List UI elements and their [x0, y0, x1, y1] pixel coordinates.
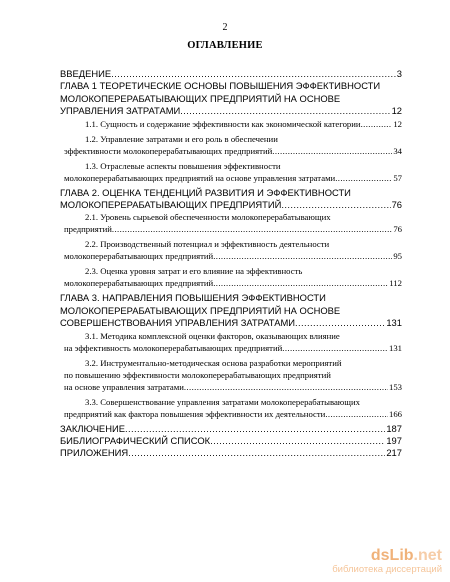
toc-entry-text: 2.3. Оценка уровня затрат и его влияние на эффективность: [85, 266, 303, 277]
toc-section-entry[interactable]: [60, 133, 402, 157]
toc-entry-text: БИБЛИОГРАФИЧЕСКИЙ СПИСОК: [60, 435, 211, 447]
toc-entry-text: ГЛАВА 2. ОЦЕНКА ТЕНДЕНЦИЙ РАЗВИТИЯ И ЭФФЕКТИВНОСТИ: [60, 186, 351, 198]
toc-chapter-entry[interactable]: [60, 423, 402, 435]
toc-chapter-entry[interactable]: [60, 80, 402, 117]
toc-entry-text: предприятий: [64, 224, 112, 235]
toc-dot-leader: [184, 381, 388, 393]
toc-page-number: 217: [386, 447, 402, 459]
toc-entry-text: СОВЕРШЕНСТВОВАНИЯ УПРАВЛЕНИЯ ЗАТРАТАМИ: [60, 317, 296, 329]
toc-entry-text: на эффективность молокоперерабатывающих предприятий: [64, 342, 283, 353]
toc-entry-text: на основе управления затратами: [64, 381, 184, 392]
toc-entry-text: 2.1. Уровень сырьевой обеспеченности молокоперерабатывающих: [85, 212, 331, 223]
toc-entry-text: 3.3. Совершенствование управления затратами молокоперерабатывающих: [85, 396, 360, 407]
toc-page-number: 153: [388, 381, 402, 392]
toc-dot-leader: [111, 68, 396, 80]
toc-entry-text: предприятий как фактора повышения эффективности их деятельности: [64, 408, 326, 419]
toc-entry-text: молокоперерабатывающих предприятий на основе управления затратами: [64, 172, 336, 183]
toc-section-entry[interactable]: [60, 238, 402, 262]
toc-entry-text: ЗАКЛЮЧЕНИЕ: [60, 422, 125, 434]
toc-entry-text: ВВЕДЕНИЕ: [60, 68, 112, 79]
toc-page-number: 187: [386, 422, 402, 434]
toc-entry-text: ГЛАВА 1 ТЕОРЕТИЧЕСКИЕ ОСНОВЫ ПОВЫШЕНИЯ ЭФФЕКТИВНОСТИ: [60, 80, 381, 92]
toc-dot-leader: [213, 250, 392, 262]
toc-dot-leader: [361, 118, 393, 130]
toc-entry-text: эффективности молокоперерабатывающих предприятий: [64, 145, 273, 156]
toc-page-number: 12: [391, 105, 402, 117]
toc-entry-text: молокоперерабатывающих предприятий: [64, 278, 214, 289]
toc-chapter-entry[interactable]: [60, 435, 402, 447]
toc-section-entry[interactable]: [60, 118, 402, 130]
toc-dot-leader: [128, 447, 385, 459]
toc-dot-leader: [272, 145, 392, 157]
toc-page-number: 12: [393, 118, 402, 129]
toc-entry-text: по повышению эффективности молокоперерабатывающих предприятий: [64, 369, 331, 380]
toc-entry-text: ПРИЛОЖЕНИЯ: [60, 447, 129, 459]
toc-dot-leader: [210, 435, 385, 447]
toc-chapter-entry[interactable]: [60, 447, 402, 459]
toc-dot-leader: [125, 423, 385, 435]
toc-chapter-entry[interactable]: [60, 187, 402, 212]
toc-entry-text: 3.2. Инструментально-методическая основа разработки мероприятий: [85, 357, 342, 368]
toc-entry-text: ГЛАВА 3. НАПРАВЛЕНИЯ ПОВЫШЕНИЯ ЭФФЕКТИВНОСТИ: [60, 292, 326, 304]
toc-page-number: 34: [393, 145, 402, 156]
toc-chapter-entry[interactable]: [60, 68, 402, 80]
toc-section-entry[interactable]: [60, 330, 402, 354]
toc-dot-leader: [295, 317, 385, 329]
toc-entry-text: 3.1. Методика комплексной оценки факторов, оказывающих влияние: [85, 330, 340, 341]
toc-entry-text: молокоперерабатывающих предприятий: [64, 251, 214, 262]
toc-entry-text: 1.3. Отраслевые аспекты повышения эффективности: [85, 160, 281, 171]
toc-section-entry[interactable]: [60, 357, 402, 393]
dslib-watermark-logo[interactable]: [332, 548, 442, 576]
toc-dot-leader: [282, 342, 388, 354]
toc-section-entry[interactable]: [60, 396, 402, 420]
page-title: ОГЛАВЛЕНИЕ: [187, 40, 263, 51]
toc-section-entry[interactable]: [60, 265, 402, 289]
toc-entry-text: МОЛОКОПЕРЕРАБАТЫВАЮЩИХ ПРЕДПРИЯТИЙ НА ОСНОВЕ: [60, 304, 341, 316]
toc-page-number: 131: [386, 317, 402, 329]
toc-dot-leader: [213, 277, 388, 289]
toc-entry-text: 2.2. Производственный потенциал и эффективность деятельности: [85, 239, 330, 250]
toc-entry-text: МОЛОКОПЕРЕРАБАТЫВАЮЩИХ ПРЕДПРИЯТИЙ НА ОСНОВЕ: [60, 92, 341, 104]
toc-page-number: 76: [391, 199, 402, 211]
table-of-contents: [60, 68, 402, 460]
toc-page-number: 95: [393, 251, 402, 262]
toc-dot-leader: [180, 105, 390, 117]
toc-page-number: 166: [388, 408, 402, 419]
toc-page-number: 57: [393, 172, 402, 183]
toc-entry-text: УПРАВЛЕНИЯ ЗАТРАТАМИ: [60, 105, 181, 117]
toc-section-entry[interactable]: [60, 160, 402, 184]
toc-dot-leader: [112, 223, 392, 235]
toc-page-number: 3: [396, 68, 402, 79]
toc-chapter-entry[interactable]: [60, 292, 402, 329]
toc-dot-leader: [281, 199, 390, 211]
toc-page-number: 112: [389, 278, 402, 289]
logo-tagline: библиотека диссертаций: [332, 564, 442, 575]
toc-dot-leader: [325, 408, 388, 420]
toc-page-number: 76: [393, 224, 402, 235]
toc-entry-text: 1.2. Управление затратами и его роль в обеспечении: [85, 133, 278, 144]
toc-entry-text: 1.1. Сущность и содержание эффективности как экономической категории: [85, 118, 361, 129]
toc-section-entry[interactable]: [60, 211, 402, 235]
logo-brand: dsLib.net: [370, 547, 442, 564]
toc-entry-text: МОЛОКОПЕРЕРАБАТЫВАЮЩИХ ПРЕДПРИЯТИЙ: [60, 199, 282, 211]
page-number: 2: [222, 22, 228, 33]
toc-page-number: 197: [386, 435, 402, 447]
toc-dot-leader: [335, 172, 392, 184]
toc-page-number: 131: [388, 342, 402, 353]
